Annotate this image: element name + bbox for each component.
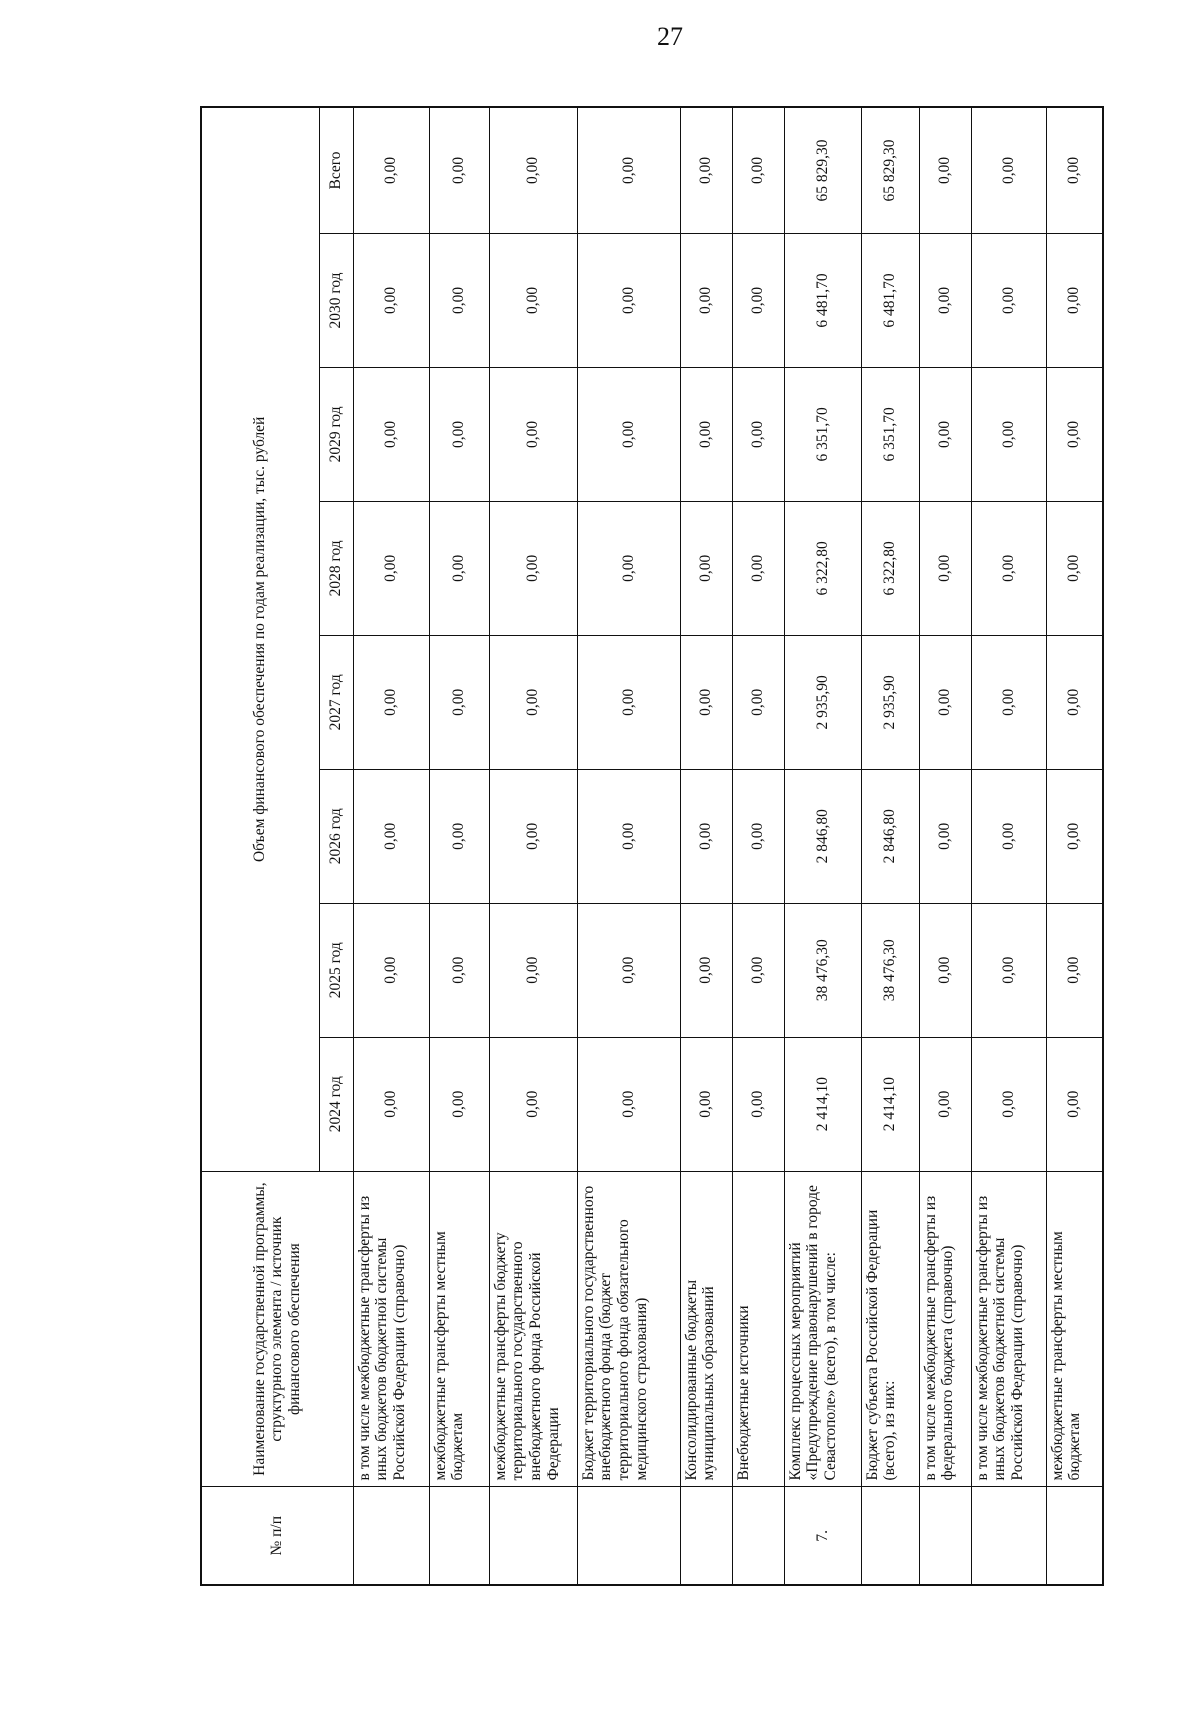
row-number-cell	[971, 1487, 1046, 1585]
year-value-cell: 0,00	[353, 769, 429, 903]
year-value-cell: 0,00	[353, 233, 429, 367]
table-row	[680, 107, 732, 1585]
year-value-cell: 0,00	[1046, 501, 1103, 635]
year-value-cell: 0,00	[577, 903, 680, 1037]
total-value-cell: 0,00	[680, 107, 732, 233]
year-value-cell: 0,00	[353, 1037, 429, 1171]
year-value-cell: 0,00	[971, 1037, 1046, 1171]
source-name-cell: межбюджетные трансферты местным бюджетам	[1046, 1171, 1103, 1487]
table-row	[353, 107, 429, 1585]
year-value-cell: 0,00	[577, 635, 680, 769]
year-value-cell: 0,00	[489, 501, 577, 635]
source-name-cell: в том числе межбюджетные трансферты из иных бюджетов бюджетной системы Российской Федерации (справочно)	[353, 1171, 429, 1487]
year-value-cell: 0,00	[489, 367, 577, 501]
year-value-cell: 0,00	[971, 367, 1046, 501]
year-value-cell: 0,00	[353, 635, 429, 769]
table-row	[784, 107, 861, 1585]
year-value-cell: 0,00	[577, 769, 680, 903]
year-value-cell: 0,00	[971, 769, 1046, 903]
row-number-cell	[489, 1487, 577, 1585]
year-value-cell: 0,00	[429, 635, 489, 769]
row-number-cell	[680, 1487, 732, 1585]
year-value-cell: 0,00	[1046, 367, 1103, 501]
year-value-cell: 6 481,70	[784, 233, 861, 367]
year-value-cell: 6 322,80	[861, 501, 919, 635]
year-value-cell: 0,00	[732, 769, 784, 903]
header-year-2: 2026 год	[319, 769, 353, 903]
year-value-cell: 0,00	[919, 903, 971, 1037]
year-value-cell: 0,00	[353, 367, 429, 501]
source-name-cell: Бюджет субъекта Российской Федерации (всего), из них:	[861, 1171, 919, 1487]
year-value-cell: 0,00	[919, 367, 971, 501]
year-value-cell: 0,00	[971, 233, 1046, 367]
total-value-cell: 0,00	[732, 107, 784, 233]
header-year-0: 2024 год	[319, 1037, 353, 1171]
year-value-cell: 0,00	[732, 635, 784, 769]
year-value-cell: 0,00	[429, 1037, 489, 1171]
header-volume: Объем финансового обеспечения по годам реализации, тыс. рублей	[201, 107, 319, 1171]
year-value-cell: 2 846,80	[784, 769, 861, 903]
total-value-cell: 0,00	[353, 107, 429, 233]
source-name-cell: межбюджетные трансферты местным бюджетам	[429, 1171, 489, 1487]
year-value-cell: 0,00	[732, 367, 784, 501]
header-year-1: 2025 год	[319, 903, 353, 1037]
rotated-page-content	[200, 106, 1084, 1586]
year-value-cell: 0,00	[429, 769, 489, 903]
table-row	[971, 107, 1046, 1585]
year-value-cell: 0,00	[680, 367, 732, 501]
total-value-cell: 65 829,30	[861, 107, 919, 233]
year-value-cell: 0,00	[1046, 233, 1103, 367]
table-row	[489, 107, 577, 1585]
total-value-cell: 65 829,30	[784, 107, 861, 233]
year-value-cell: 6 351,70	[861, 367, 919, 501]
source-name-cell: в том числе межбюджетные трансферты из федерального бюджета (справочно)	[919, 1171, 971, 1487]
row-number-cell	[1046, 1487, 1103, 1585]
year-value-cell: 38 476,30	[784, 903, 861, 1037]
year-value-cell: 0,00	[732, 903, 784, 1037]
source-name-cell: Консолидированные бюджеты муниципальных образований	[680, 1171, 732, 1487]
year-value-cell: 0,00	[489, 233, 577, 367]
source-name-cell: в том числе межбюджетные трансферты из иных бюджетов бюджетной системы Российской Федерации (справочно)	[971, 1171, 1046, 1487]
year-value-cell: 0,00	[353, 903, 429, 1037]
row-number-cell	[577, 1487, 680, 1585]
total-value-cell: 0,00	[429, 107, 489, 233]
year-value-cell: 2 935,90	[861, 635, 919, 769]
header-name: Наименование государственной программы, структурного элемента / источник финансового обеспечения	[201, 1171, 353, 1487]
header-year-4: 2028 год	[319, 501, 353, 635]
year-value-cell: 6 351,70	[784, 367, 861, 501]
page-number: 27	[657, 22, 683, 51]
year-value-cell: 2 846,80	[861, 769, 919, 903]
year-value-cell: 0,00	[577, 233, 680, 367]
year-value-cell: 0,00	[1046, 769, 1103, 903]
total-value-cell: 0,00	[1046, 107, 1103, 233]
year-value-cell: 2 414,10	[784, 1037, 861, 1171]
table-row	[919, 107, 971, 1585]
year-value-cell: 0,00	[577, 501, 680, 635]
source-name-cell: межбюджетные трансферты бюджету территориального государственного внебюджетного фонда Российской Федерации	[489, 1171, 577, 1487]
year-value-cell: 0,00	[680, 769, 732, 903]
year-value-cell: 0,00	[577, 1037, 680, 1171]
table-row	[429, 107, 489, 1585]
year-value-cell: 0,00	[489, 635, 577, 769]
year-value-cell: 0,00	[971, 501, 1046, 635]
header-year-7: Всего	[319, 107, 353, 233]
year-value-cell: 0,00	[732, 233, 784, 367]
total-value-cell: 0,00	[971, 107, 1046, 233]
year-value-cell: 0,00	[429, 501, 489, 635]
table-row	[861, 107, 919, 1585]
year-value-cell: 0,00	[429, 367, 489, 501]
year-value-cell: 0,00	[971, 903, 1046, 1037]
total-value-cell: 0,00	[489, 107, 577, 233]
year-value-cell: 6 481,70	[861, 233, 919, 367]
year-value-cell: 0,00	[732, 501, 784, 635]
year-value-cell: 0,00	[919, 635, 971, 769]
year-value-cell: 38 476,30	[861, 903, 919, 1037]
year-value-cell: 0,00	[353, 501, 429, 635]
year-value-cell: 0,00	[1046, 903, 1103, 1037]
year-value-cell: 0,00	[1046, 635, 1103, 769]
year-value-cell: 0,00	[680, 501, 732, 635]
table-row	[732, 107, 784, 1585]
source-name-cell: Комплекс процессных мероприятий «Предупреждение правонарушений в городе Севастополе» (всего), в том числе:	[784, 1171, 861, 1487]
year-value-cell: 0,00	[919, 769, 971, 903]
row-number-cell	[732, 1487, 784, 1585]
year-value-cell: 0,00	[919, 501, 971, 635]
year-value-cell: 0,00	[680, 1037, 732, 1171]
header-year-6: 2030 год	[319, 233, 353, 367]
source-name-cell: Бюджет территориального государственного внебюджетного фонда (бюджет территориального фонда обязательного медицинского страхования)	[577, 1171, 680, 1487]
year-value-cell: 0,00	[429, 903, 489, 1037]
year-value-cell: 0,00	[1046, 1037, 1103, 1171]
source-name-cell: Внебюджетные источники	[732, 1171, 784, 1487]
row-number-cell	[353, 1487, 429, 1585]
year-value-cell: 0,00	[919, 233, 971, 367]
year-value-cell: 0,00	[429, 233, 489, 367]
financing-table	[200, 106, 1104, 1586]
header-year-3: 2027 год	[319, 635, 353, 769]
year-value-cell: 0,00	[680, 635, 732, 769]
header-year-5: 2029 год	[319, 367, 353, 501]
row-number-cell	[861, 1487, 919, 1585]
year-value-cell: 0,00	[971, 635, 1046, 769]
year-value-cell: 6 322,80	[784, 501, 861, 635]
row-number-cell	[919, 1487, 971, 1585]
year-value-cell: 0,00	[577, 367, 680, 501]
header-row-number: № п/п	[201, 1487, 353, 1585]
table-row	[577, 107, 680, 1585]
year-value-cell: 0,00	[489, 903, 577, 1037]
year-value-cell: 2 414,10	[861, 1037, 919, 1171]
total-value-cell: 0,00	[919, 107, 971, 233]
year-value-cell: 0,00	[489, 769, 577, 903]
year-value-cell: 0,00	[919, 1037, 971, 1171]
year-value-cell: 0,00	[489, 1037, 577, 1171]
year-value-cell: 0,00	[680, 233, 732, 367]
row-number-cell: 7.	[784, 1487, 861, 1585]
total-value-cell: 0,00	[577, 107, 680, 233]
year-value-cell: 0,00	[732, 1037, 784, 1171]
row-number-cell	[429, 1487, 489, 1585]
year-value-cell: 2 935,90	[784, 635, 861, 769]
table-row	[1046, 107, 1103, 1585]
year-value-cell: 0,00	[680, 903, 732, 1037]
